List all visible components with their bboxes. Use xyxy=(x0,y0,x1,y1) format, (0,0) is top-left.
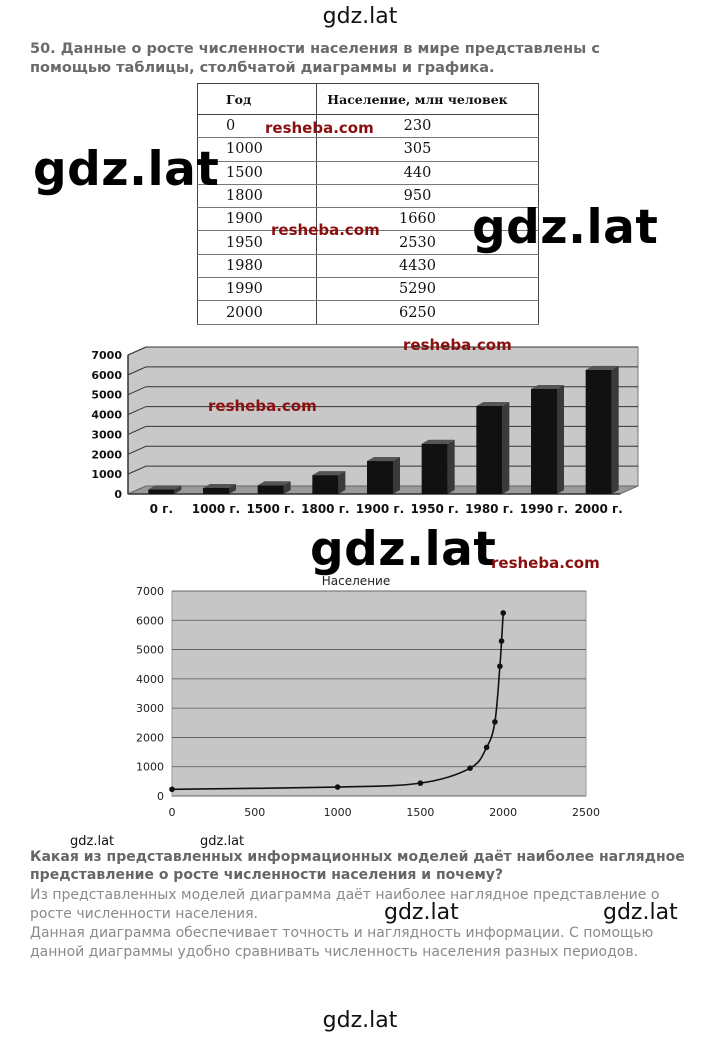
line-chart-title: Население xyxy=(321,574,391,588)
bar-chart-x-tick: 1950 г. xyxy=(410,502,459,516)
question-text: Какая из представленных информационных моделей даёт наиболее наглядное представление о росте численности населения и почему? xyxy=(30,849,685,883)
line-chart-x-tick: 500 xyxy=(244,806,266,819)
bar-chart-y-tick: 6000 xyxy=(91,368,122,382)
bar xyxy=(203,488,229,494)
answer-line-1: Из представленных моделей диаграмма даёт наиболее наглядное представление о росте численности населения. xyxy=(30,887,660,922)
data-point xyxy=(500,610,506,616)
line-chart-y-tick: 4000 xyxy=(136,672,164,686)
watermark-resheba-3: resheba.com xyxy=(403,336,512,354)
watermark-gdz-left: gdz.lat xyxy=(33,142,220,197)
watermark-resheba-2: resheba.com xyxy=(271,221,380,239)
watermark-answer-1: gdz.lat xyxy=(384,900,459,925)
watermark-top: gdz.lat xyxy=(322,4,398,29)
watermark-answer-2: gdz.lat xyxy=(603,900,678,925)
line-chart-x-tick: 1500 xyxy=(406,806,435,819)
bar-chart-y-tick: 0 xyxy=(114,488,122,501)
bar-chart-x-tick: 1900 г. xyxy=(355,502,405,516)
cell-year: 1500 xyxy=(198,161,317,184)
bar-side xyxy=(612,366,619,494)
bar-side xyxy=(448,440,455,494)
watermark-small-1: gdz.lat xyxy=(70,834,115,849)
bar xyxy=(531,389,557,494)
line-chart-y-tick: 6000 xyxy=(136,614,164,628)
cell-population: 305 xyxy=(317,138,539,161)
data-point xyxy=(499,638,505,644)
watermark-resheba-5: resheba.com xyxy=(491,554,600,572)
bar xyxy=(148,489,174,494)
bar-chart-x-tick: 1000 г. xyxy=(191,502,241,516)
problem-title: 50. Данные о росте численности населения в мире представлены с помощью таблицы, столбчатой диаграммы и графика. xyxy=(30,41,600,76)
line-chart-x-tick: 2000 xyxy=(489,806,518,819)
cell-year: 1900 xyxy=(198,208,317,231)
cell-population: 950 xyxy=(317,184,539,207)
bar xyxy=(312,475,338,494)
bar-chart-x-tick: 1800 г. xyxy=(301,502,350,516)
line-chart-y-tick: 2000 xyxy=(136,731,164,745)
line-chart-y-tick: 7000 xyxy=(136,585,164,598)
cell-year: 1980 xyxy=(198,254,317,277)
bar xyxy=(476,406,502,494)
bar-chart xyxy=(91,347,638,516)
bar xyxy=(367,461,393,494)
line-chart-x-tick: 1000 xyxy=(323,806,352,819)
data-point xyxy=(169,786,175,792)
cell-year: 1990 xyxy=(198,278,317,301)
bar-chart-x-tick: 1980 г. xyxy=(465,502,514,516)
bar-side xyxy=(502,402,509,494)
watermark-bottom: gdz.lat xyxy=(322,1008,398,1033)
answer-line-2: Данная диаграмма обеспечивает точность и наглядность информации. С помощью данной диаграммы удобно сравнивать численность населения разных периодов. xyxy=(30,925,654,960)
cell-population: 230 xyxy=(317,115,539,138)
watermark-resheba-4: resheba.com xyxy=(208,397,317,415)
cell-year: 2000 xyxy=(198,301,317,324)
watermark-gdz-right: gdz.lat xyxy=(472,200,659,255)
bar-chart-y-tick: 4000 xyxy=(91,408,122,422)
cell-population: 6250 xyxy=(317,301,539,324)
bar-chart-x-tick: 1500 г. xyxy=(246,502,295,516)
data-point xyxy=(484,745,490,751)
cell-year: 1800 xyxy=(198,184,317,207)
bar xyxy=(422,444,448,494)
bar-chart-x-tick: 0 г. xyxy=(149,502,174,516)
cell-population: 1660 xyxy=(317,208,539,231)
plot-area xyxy=(172,591,586,796)
data-point xyxy=(467,765,473,771)
cell-year: 1950 xyxy=(198,231,317,254)
bar-side xyxy=(393,457,400,494)
bar-chart-y-tick: 1000 xyxy=(91,468,122,482)
column-header-population: Население, млн человек xyxy=(317,84,539,115)
answer-text xyxy=(30,886,702,962)
cell-population: 440 xyxy=(317,161,539,184)
line-chart-y-tick: 5000 xyxy=(136,643,164,657)
bar-chart-y-tick: 3000 xyxy=(91,428,122,442)
column-header-year: Год xyxy=(198,84,317,115)
line-chart-y-tick: 1000 xyxy=(136,760,164,774)
cell-year: 0 xyxy=(198,115,317,138)
cell-year: 1000 xyxy=(198,138,317,161)
bar-chart-y-tick: 2000 xyxy=(91,448,122,462)
bar xyxy=(586,370,612,494)
bar-side xyxy=(557,385,564,494)
data-point xyxy=(492,719,498,725)
bar-chart-x-tick: 1990 г. xyxy=(519,502,569,516)
cell-population: 2530 xyxy=(317,231,539,254)
line-chart-y-tick: 0 xyxy=(157,790,164,803)
bar-side xyxy=(338,471,345,494)
watermark-resheba-1: resheba.com xyxy=(265,119,374,137)
line-chart xyxy=(136,574,600,819)
cell-population: 4430 xyxy=(317,254,539,277)
cell-population: 5290 xyxy=(317,278,539,301)
data-point xyxy=(497,663,503,669)
data-point xyxy=(335,784,341,790)
watermark-gdz-center: gdz.lat xyxy=(310,522,497,577)
bar-chart-x-tick: 2000 г. xyxy=(574,502,623,516)
watermark-small-2: gdz.lat xyxy=(200,834,245,849)
bar-chart-y-tick: 5000 xyxy=(91,388,122,402)
line-chart-x-tick: 2500 xyxy=(572,806,600,819)
bar-chart-y-tick: 7000 xyxy=(91,349,122,362)
data-point xyxy=(418,780,424,786)
line-chart-x-tick: 0 xyxy=(168,806,176,819)
bar xyxy=(258,485,284,494)
line-chart-y-tick: 3000 xyxy=(136,702,164,716)
